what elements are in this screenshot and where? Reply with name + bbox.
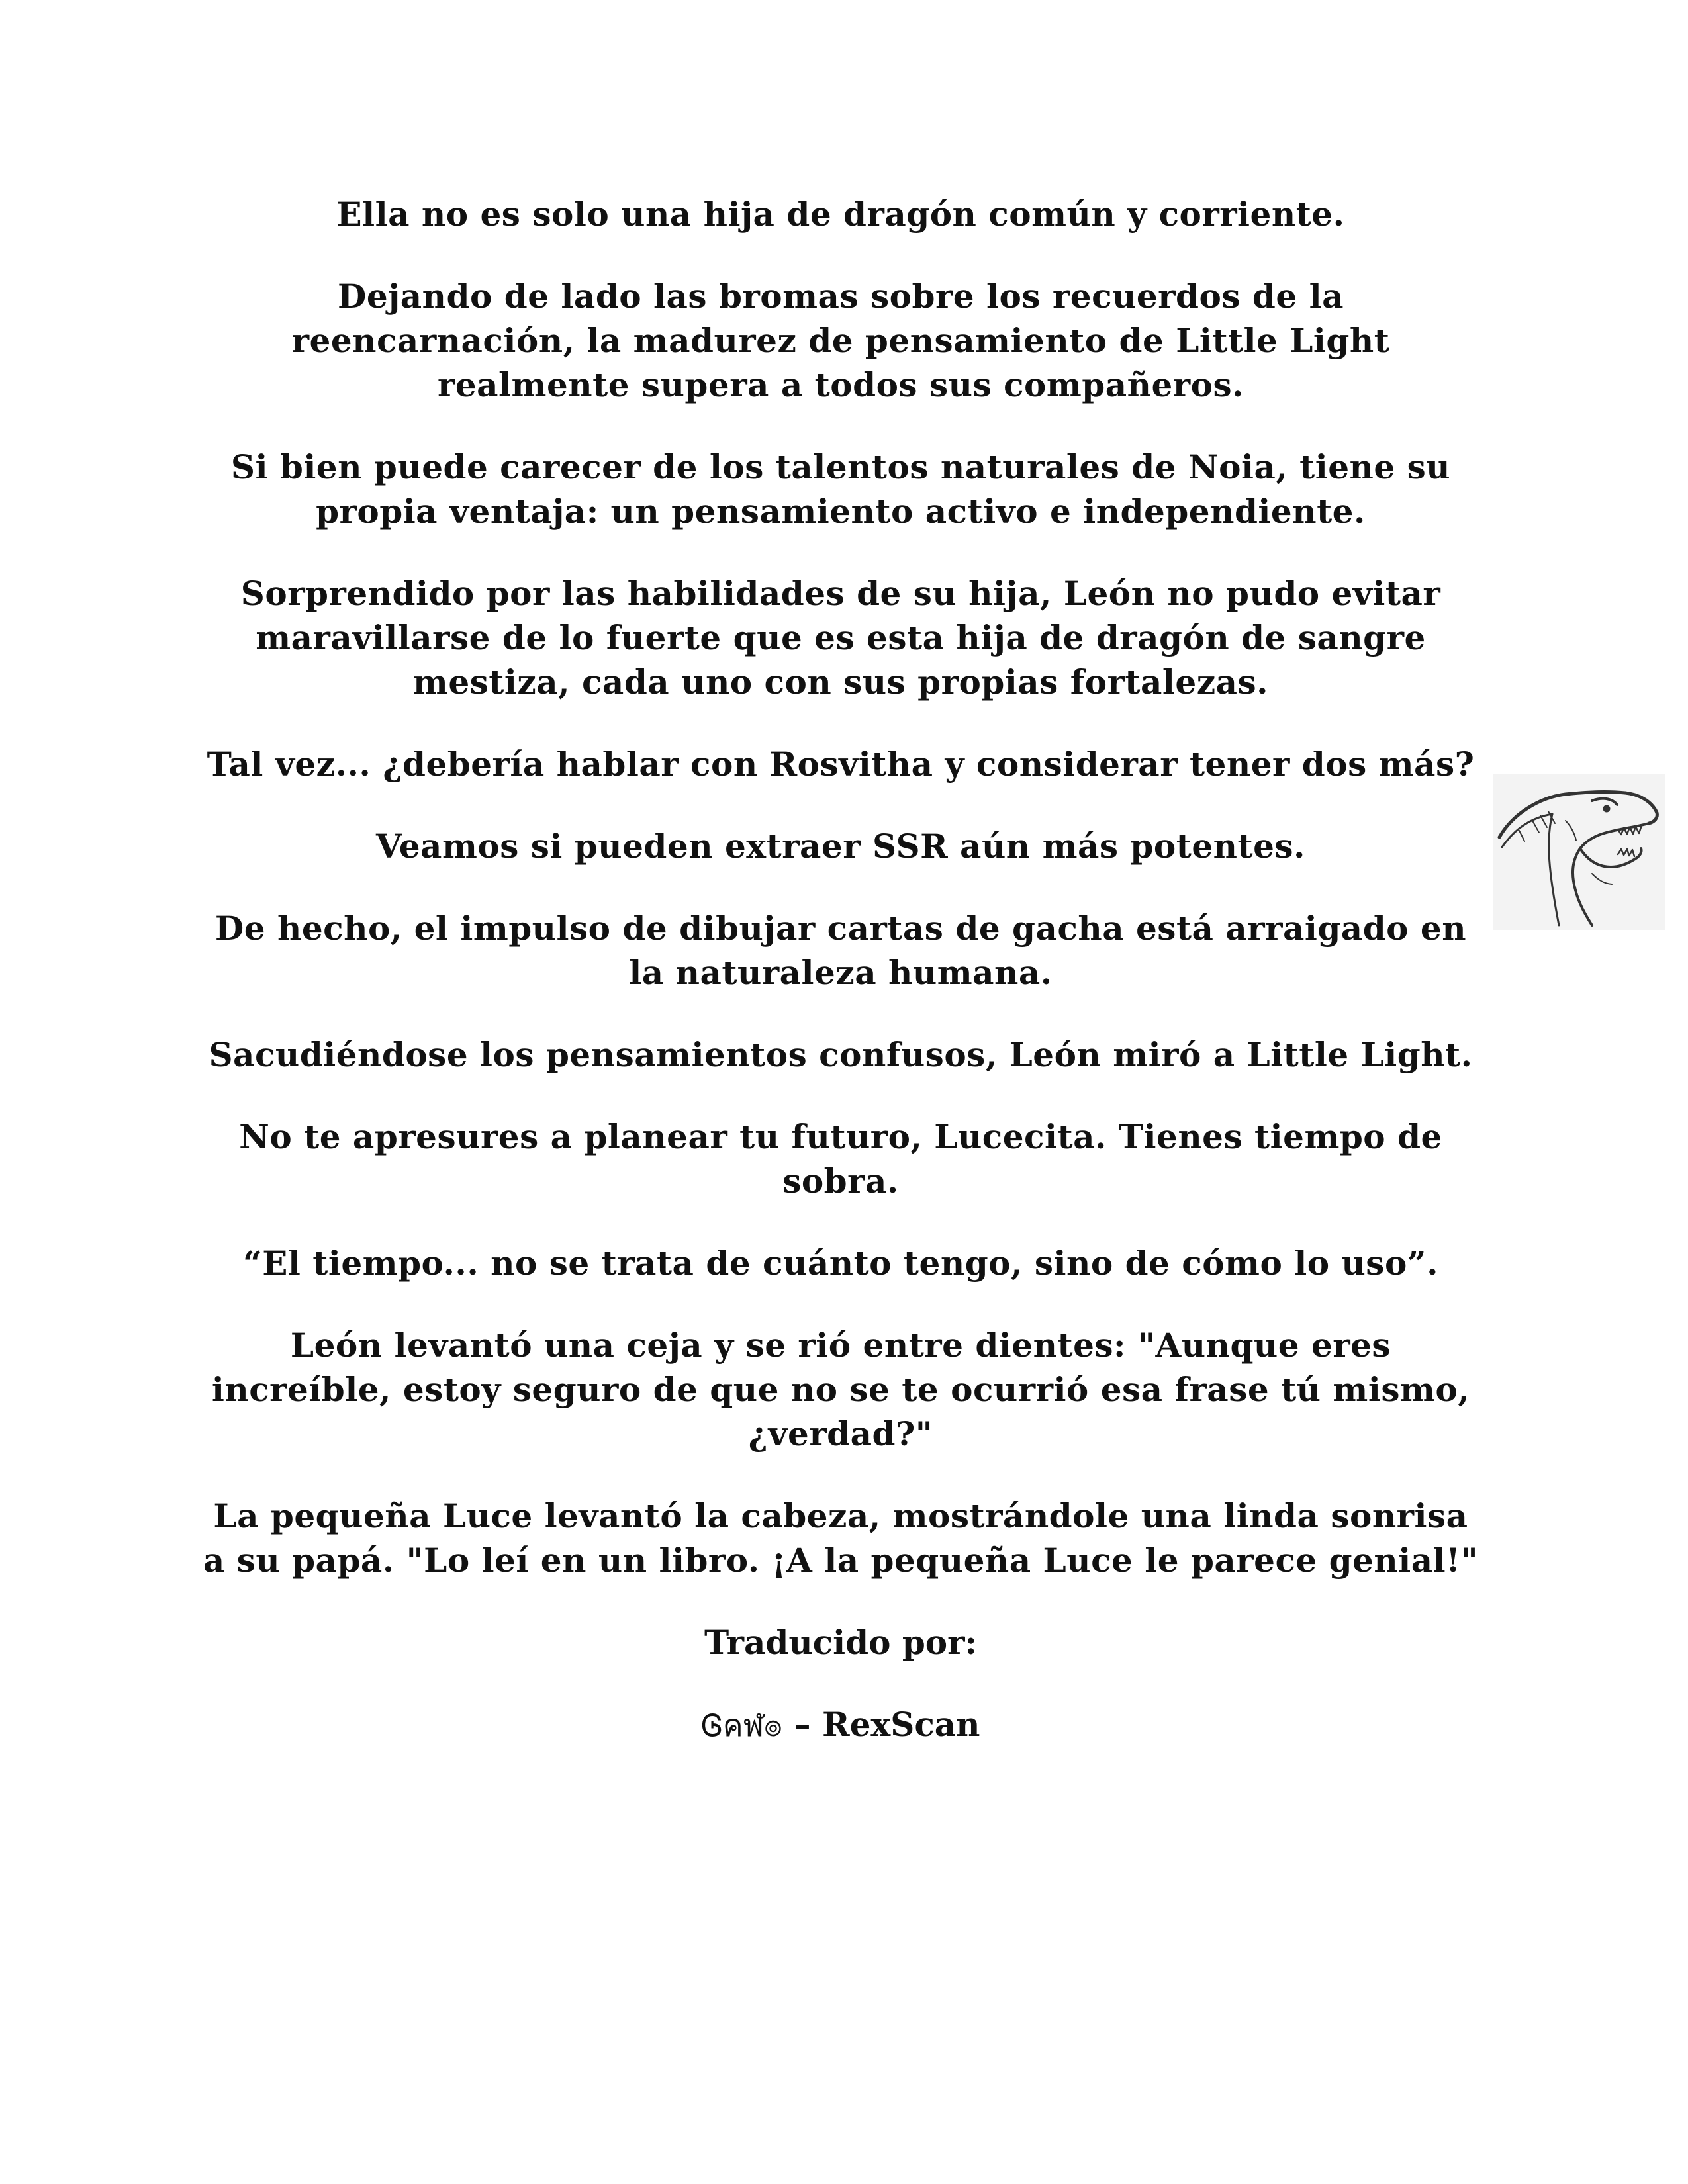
translator-name: Ꮆคฬ๏ <box>701 1707 783 1743</box>
paragraph-11: León levantó una ceja y se rió entre dientes: "Aunque eres increíble, estoy seguro de que no se te ocurrió esa frase tú mismo, ¿verdad?" <box>211 1326 1470 1453</box>
credits-label: Traducido por: <box>704 1623 977 1662</box>
paragraph-6: Veamos si pueden extraer SSR aún más potentes. <box>376 827 1305 866</box>
paragraph-1: Ella no es solo una hija de dragón común y corriente. <box>336 195 1345 234</box>
paragraph-2: Dejando de lado las bromas sobre los recuerdos de la reencarnación, la madurez de pensamiento de Little Light realmente supera a todos sus compañeros. <box>291 277 1390 404</box>
paragraph-12: La pequeña Luce levantó la cabeza, mostrándole una linda sonrisa a su papá. "Lo leí en un libro. ¡A la pequeña Luce le parece genial!" <box>203 1496 1479 1580</box>
paragraph-7: De hecho, el impulso de dibujar cartas de gacha está arraigado en la naturaleza humana. <box>214 909 1467 992</box>
dinosaur-logo <box>1493 774 1665 930</box>
credits-separator: – <box>782 1705 823 1744</box>
text-column <box>199 192 1483 1748</box>
scan-group-name: RexScan <box>822 1705 980 1744</box>
paragraph-9: No te apresures a planear tu futuro, Lucecita. Tienes tiempo de sobra. <box>239 1117 1442 1201</box>
paragraph-5: Tal vez... ¿debería hablar con Rosvitha y considerar tener dos más? <box>207 745 1475 784</box>
dinosaur-head-sketch-icon <box>1493 774 1665 930</box>
paragraph-4: Sorprendido por las habilidades de su hija, León no pudo evitar maravillarse de lo fuerte que es esta hija de dragón de sangre mestiza, cada uno con sus propias fortalezas. <box>240 574 1441 702</box>
paragraph-10: “El tiempo... no se trata de cuánto tengo, sino de cómo lo uso”. <box>243 1244 1438 1283</box>
credits-line <box>199 1702 1483 1748</box>
paragraph-8: Sacudiéndose los pensamientos confusos, León miró a Little Light. <box>209 1035 1473 1074</box>
paragraph-3: Si bien puede carecer de los talentos naturales de Noia, tiene su propia ventaja: un pensamiento activo e independiente. <box>230 447 1451 531</box>
